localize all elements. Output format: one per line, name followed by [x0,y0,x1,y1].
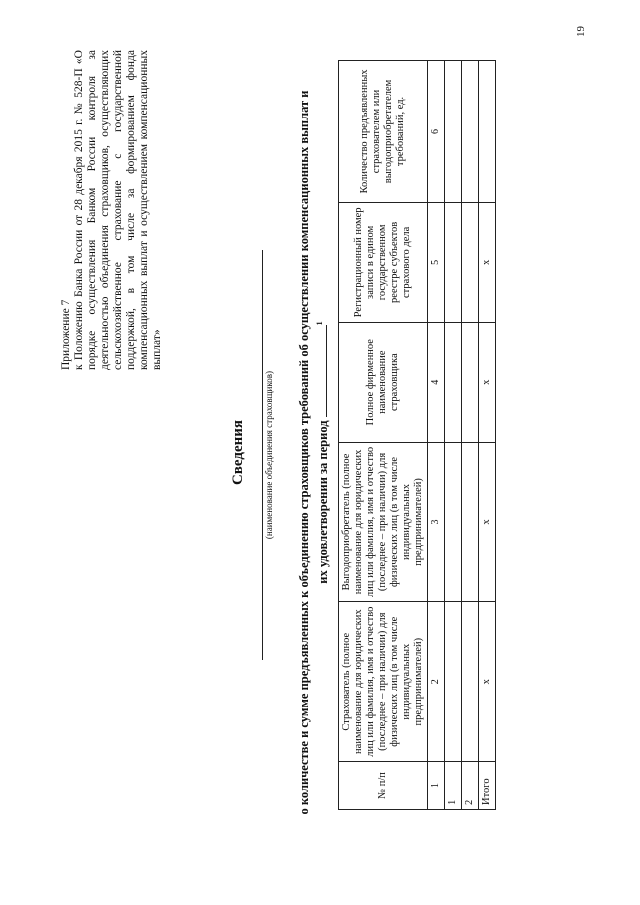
column-number-cell: 1 [428,762,445,810]
appendix-text: к Положению Банка России от 28 декабря 2015 г. № 528-П «О порядке осуществления Банком России контроля за деятельностью объединения страховщиков, осуществляющих сельскохозяйственное страхование с государственной поддержкой, в том числе за формированием фонда компенсационных выплат и осуществлением компенсационных выплат» [73,50,163,370]
header-cell: Количество предъявленных страхователем или выгодоприобретателем требований, ед. [339,61,428,203]
claims-table [338,60,496,810]
table-cell [445,61,462,203]
column-number-cell: 4 [428,322,445,442]
column-number-cell: 2 [428,602,445,762]
page-number: 19 [575,26,587,37]
table-cell [462,202,479,322]
table-cell [445,322,462,442]
table-cell [445,602,462,762]
table-cell: х [479,602,496,762]
table-column-numbers-row [428,61,445,810]
period-blank [314,325,327,417]
header-cell: Выгодоприобретатель (полное наименование для юридических лиц или фамилия, имя и отчество (последнее – при наличии) для физических лиц (в том числе индивидуальных предпринимателей) [339,442,428,602]
document-subtitle [296,90,331,815]
header-cell: Регистрационный номер записи в едином государственном реестре субъектов страхового дела [339,202,428,322]
table-cell [445,442,462,602]
appendix-reference [60,50,164,370]
table-total-row [479,61,496,810]
header-cell: № п/п [339,762,428,810]
column-number-cell: 3 [428,442,445,602]
table-row [462,61,479,810]
header-cell: Страхователь (полное наименование для юридических лиц или фамилия, имя и отчество (последнее – при наличии) для физических лиц (в том числе индивидуальных предпринимателей) [339,602,428,762]
appendix-number: Приложение 7 [60,299,72,370]
table-cell: х [479,202,496,322]
table-cell: х [479,442,496,602]
table-cell [462,322,479,442]
insurer-name-caption: (наименование объединения страховщиков) [264,370,274,540]
document-title: Сведения [230,419,246,486]
table-cell [462,442,479,602]
footnote-marker: 1 [315,321,324,326]
table-cell: 1 [445,762,462,810]
insurer-name-line [262,250,263,660]
column-number-cell: 5 [428,202,445,322]
table-cell [479,61,496,203]
table-cell [462,602,479,762]
table-header-row [339,61,428,810]
column-number-cell: 6 [428,61,445,203]
table-cell: Итого [479,762,496,810]
table-cell [462,61,479,203]
table-row [445,61,462,810]
table-cell: х [479,322,496,442]
table-cell [445,202,462,322]
table-cell: 2 [462,762,479,810]
subtitle-text: о количестве и сумме предъявленных к объединению страховщиков требований об осуществлении компенсационных выплат и их удовлетворении за период [297,90,331,815]
header-cell: Полное фирменное наименование страховщика [339,322,428,442]
